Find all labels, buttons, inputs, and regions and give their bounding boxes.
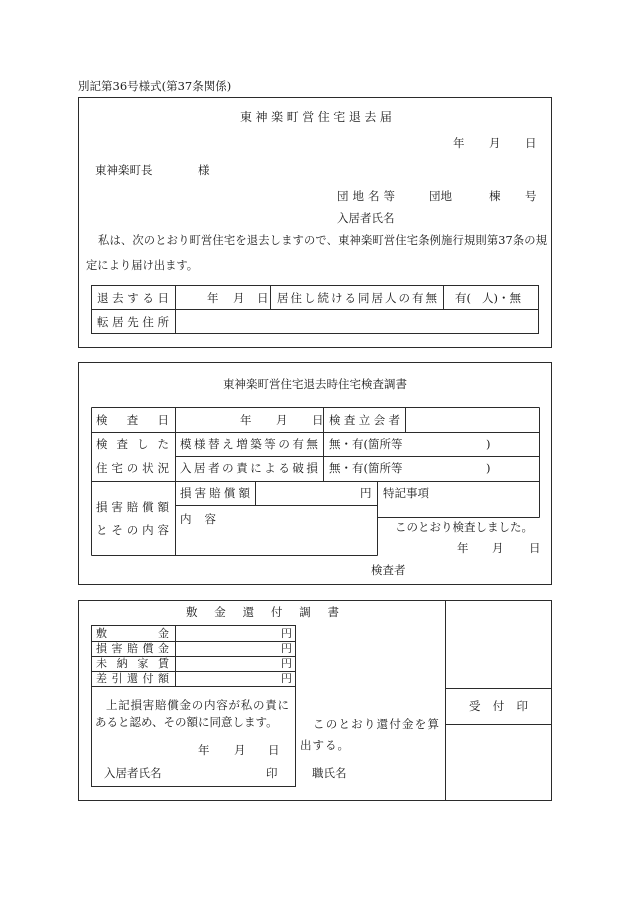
glyph: 金 <box>158 642 169 655</box>
glyph: 会 <box>373 413 386 427</box>
glyph: 宅 <box>111 461 123 475</box>
glyph: 退 <box>348 110 361 124</box>
glyph: る <box>142 291 154 305</box>
glyph: 転 <box>97 315 109 329</box>
deposit-row-label <box>96 657 169 671</box>
complex-suffix: 団地 <box>429 189 452 203</box>
glyph: 査 <box>116 437 128 451</box>
condition-label-line1 <box>96 437 169 451</box>
glyph: 様 <box>194 437 206 451</box>
glyph: る <box>278 461 290 475</box>
move-out-date-day: 日 <box>257 291 269 305</box>
form-number: 別記第36号様式(第37条関係) <box>78 79 232 93</box>
glyph: 住 <box>317 110 330 124</box>
damage-choice: 無・有(箇所等 <box>329 461 403 475</box>
compensation-label-line2 <box>96 523 169 537</box>
deposit-row-label <box>96 642 169 656</box>
condition-label-line2 <box>96 461 169 475</box>
glyph: 査 <box>343 413 356 427</box>
glyph: 居 <box>371 291 383 305</box>
inspection-date-label <box>96 413 169 427</box>
consent-date-year: 年 <box>198 743 210 757</box>
glyph: る <box>344 291 356 305</box>
glyph: 損 <box>306 461 318 475</box>
unit-suffix: 号 <box>525 189 537 203</box>
glyph: 敷 <box>186 605 198 619</box>
glyph: 害 <box>111 642 123 655</box>
move-out-date-label <box>97 291 169 305</box>
glyph: 名 <box>368 189 380 203</box>
alteration-choice: 無・有(箇所等 <box>329 437 403 451</box>
glyph: 損 <box>96 642 107 655</box>
glyph: 無 <box>425 291 437 305</box>
glyph: 退 <box>97 291 109 305</box>
glyph: そ <box>111 523 123 537</box>
deposit-row-unit: 円 <box>281 657 292 670</box>
notice-date-year: 年 <box>453 136 465 150</box>
glyph: 償 <box>223 486 236 500</box>
glyph: 先 <box>127 315 139 329</box>
glyph: 団 <box>337 189 349 203</box>
glyph: の <box>222 461 234 475</box>
glyph: 付 <box>270 605 283 619</box>
glyph: 納 <box>116 657 128 670</box>
glyph: 損 <box>180 486 192 500</box>
glyph: 住 <box>142 315 154 329</box>
certification-date-month: 月 <box>492 541 504 555</box>
glyph: え <box>222 437 234 451</box>
glyph: 同 <box>358 291 370 305</box>
glyph: 賃 <box>157 657 169 670</box>
glyph: 額 <box>157 500 169 514</box>
glyph: し <box>137 437 149 451</box>
remarks-label: 特記事項 <box>383 486 429 500</box>
glyph: 検 <box>329 413 341 427</box>
glyph: 引 <box>111 672 123 685</box>
complex-label <box>337 189 395 203</box>
glyph: 続 <box>317 291 329 305</box>
cohabitant-choice-close: 人)・無 <box>482 291 521 305</box>
glyph: た <box>157 437 169 451</box>
glyph: 神 <box>255 110 268 124</box>
glyph: 賠 <box>209 486 221 500</box>
glyph: 居 <box>277 291 289 305</box>
glyph: 償 <box>142 500 154 514</box>
glyph: 替 <box>208 437 220 451</box>
glyph: 楽 <box>271 110 284 124</box>
glyph: 印 <box>516 699 528 713</box>
notice-statement: 私は、次のとおり町営住宅を退去しますので、東神楽町営住宅条例施行規則第37条の規定により届け出ます。 <box>86 234 547 272</box>
glyph: の <box>278 437 290 451</box>
glyph: と <box>96 523 108 537</box>
glyph: 害 <box>194 486 207 500</box>
glyph: 額 <box>158 672 169 685</box>
notice-frame <box>79 98 552 348</box>
notice-date-month: 月 <box>489 136 501 150</box>
glyph: 付 <box>492 699 505 713</box>
glyph: 容 <box>157 523 169 537</box>
glyph: 入 <box>180 461 192 475</box>
compensation-label-line1 <box>96 500 169 514</box>
glyph: 増 <box>236 437 248 451</box>
glyph: 金 <box>214 605 226 619</box>
glyph: に <box>250 461 262 475</box>
glyph: 住 <box>290 291 302 305</box>
glyph: 内 <box>142 523 154 537</box>
glyph: 検 <box>96 413 108 427</box>
reception-stamp-label <box>469 699 528 713</box>
glyph: 査 <box>126 413 139 427</box>
glyph: 調 <box>299 605 311 619</box>
resident-name-label: 入居者氏名 <box>337 211 395 225</box>
glyph: 所 <box>157 315 169 329</box>
certification-date-day: 日 <box>529 541 541 555</box>
glyph: 模 <box>180 437 192 451</box>
inspection-date-year: 年 <box>240 413 252 427</box>
deposit-row-label <box>96 672 169 686</box>
glyph: 立 <box>358 413 371 427</box>
glyph: の <box>398 291 410 305</box>
consent-resident-name-label: 入居者氏名 <box>104 766 162 780</box>
new-address-label <box>97 315 169 329</box>
glyph: の <box>126 523 139 537</box>
compensation-amount-label <box>180 486 250 500</box>
glyph: 状 <box>142 461 154 475</box>
glyph: 受 <box>469 699 481 713</box>
glyph: 人 <box>385 291 397 305</box>
glyph: 検 <box>96 437 108 451</box>
glyph: 償 <box>142 642 154 655</box>
glyph: 賠 <box>127 642 138 655</box>
official-name-label: 職氏名 <box>312 766 347 780</box>
glyph: 宅 <box>333 110 346 124</box>
seal-mark: 印 <box>266 766 278 780</box>
glyph: 未 <box>96 657 107 670</box>
glyph: 者 <box>388 413 400 427</box>
glyph: 営 <box>302 110 315 124</box>
compensation-currency: 円 <box>360 486 372 500</box>
glyph: 家 <box>137 657 149 670</box>
glyph: 内 <box>180 512 192 526</box>
deposit-row-unit: 円 <box>281 627 292 640</box>
glyph: け <box>331 291 343 305</box>
glyph: 居 <box>194 461 206 475</box>
damage-choice-close: ) <box>486 461 491 475</box>
alteration-label <box>180 437 318 451</box>
glyph: 金 <box>158 627 169 640</box>
glyph: の <box>126 461 139 475</box>
glyph: 還 <box>242 605 255 619</box>
move-out-date-year: 年 <box>207 291 219 305</box>
glyph: 損 <box>96 500 108 514</box>
glyph: 町 <box>286 110 299 124</box>
addressee: 東神楽町長 <box>95 163 153 177</box>
alteration-choice-close: ) <box>486 437 491 451</box>
glyph: 無 <box>306 437 318 451</box>
certification-date-year: 年 <box>457 541 469 555</box>
attendant-label <box>329 413 400 427</box>
notice-title <box>240 110 392 124</box>
glyph: 住 <box>96 461 108 475</box>
addressee-honorific: 様 <box>198 163 210 177</box>
glyph: 日 <box>157 413 169 427</box>
deposit-row-unit: 円 <box>281 642 292 655</box>
inspection-date-day: 日 <box>312 413 324 427</box>
glyph: 等 <box>264 437 276 451</box>
glyph: 害 <box>111 500 123 514</box>
glyph: 況 <box>157 461 169 475</box>
refund-calculation-statement: このとおり還付金を算出する。 <box>300 717 440 752</box>
deposit-row-unit: 円 <box>281 672 292 685</box>
glyph: 書 <box>327 605 339 619</box>
compensation-detail-label <box>180 512 216 526</box>
glyph: す <box>127 291 139 305</box>
building-suffix: 棟 <box>489 189 501 203</box>
glyph: よ <box>264 461 276 475</box>
glyph: 届 <box>379 110 392 124</box>
glyph: 付 <box>142 672 154 685</box>
cohabitant-choice-open: 有( <box>455 291 471 305</box>
inspection-title: 東神楽町営住宅退去時住宅検査調書 <box>223 377 407 391</box>
glyph: 去 <box>112 291 124 305</box>
notice-date-day: 日 <box>525 136 537 150</box>
glyph: 居 <box>112 315 124 329</box>
glyph: 日 <box>157 291 169 305</box>
inspector-label: 検査者 <box>371 563 406 577</box>
move-out-date-month: 月 <box>233 291 245 305</box>
glyph: 等 <box>383 189 395 203</box>
inspection-certification: このとおり検査しました。 <box>395 520 533 534</box>
inspection-date-month: 月 <box>276 413 288 427</box>
deposit-title <box>186 605 339 619</box>
glyph: 額 <box>238 486 250 500</box>
glyph: 破 <box>292 461 304 475</box>
glyph: し <box>304 291 316 305</box>
glyph: 東 <box>240 110 253 124</box>
glyph: 賠 <box>126 500 139 514</box>
deposit-row-label <box>96 627 169 641</box>
consent-date-month: 月 <box>234 743 246 757</box>
glyph: 責 <box>236 461 248 475</box>
glyph: 有 <box>292 437 304 451</box>
glyph: 差 <box>96 672 107 685</box>
glyph: 容 <box>204 512 216 526</box>
glyph: 地 <box>352 189 364 203</box>
glyph: 還 <box>127 672 138 685</box>
glyph: 築 <box>250 437 262 451</box>
glyph: 去 <box>364 110 377 124</box>
damage-label <box>180 461 318 475</box>
consent-date-day: 日 <box>268 743 280 757</box>
cohabitant-label <box>277 291 437 305</box>
glyph: 敷 <box>96 627 107 640</box>
glyph: 者 <box>208 461 220 475</box>
glyph: 有 <box>412 291 424 305</box>
resident-consent: 上記損害賠償金の内容が私の責にあると認め、その額に同意します。 <box>95 698 289 729</box>
